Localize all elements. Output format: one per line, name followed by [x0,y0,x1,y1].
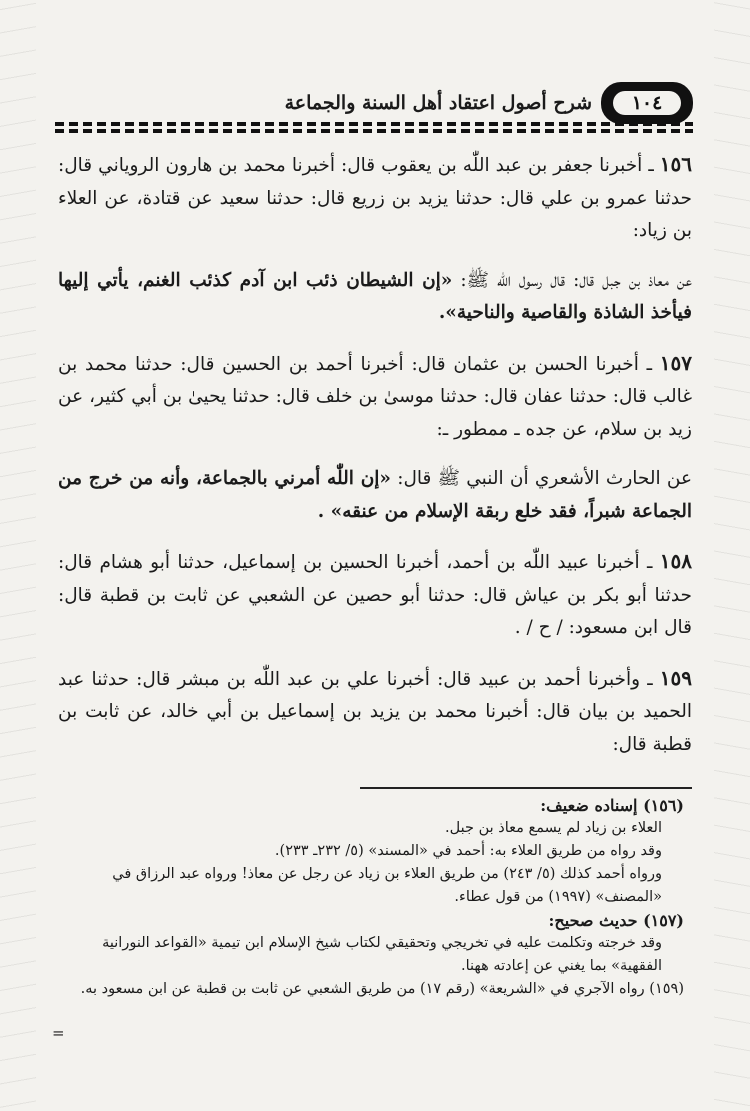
page-header [55,82,693,126]
isnad-text: ـ وأخبرنا أحمد بن عبيد قال: أخبرنا علي بن عبد اللّٰه بن مبشر قال: حدثنا عبد الحميد بن بيان قال: أخبرنا محمد بن يزيد بن إسماعيل بن أبي خالد، عن ثابت بن قطبة قال: [58,668,692,755]
page-number: ١٠٤ [613,91,681,115]
hadith-number: ١٥٩ [659,665,692,690]
matn-intro: عن الحارث الأشعري أن النبي ﷺ قال: [390,468,692,489]
footnote-line: ورواه أحمد كذلك (٥/ ٢٤٣) من طريق العلاء بن زياد عن رجل عن معاذ! ورواه عبد الرزاق في «المصنف» (١٩٩٧) من قول عطاء. [112,866,662,905]
isnad-text: ـ أخبرنا عبيد اللّٰه بن أحمد، أخبرنا الحسين بن إسماعيل، حدثنا أبو هشام قال: حدثنا أبو بكر بن عياش قال: حدثنا أبو حصين عن الشعبي عن ثابت بن قطبة قال: قال ابن مسعود: / ح / . [58,552,692,638]
hadith-number: ١٥٨ [659,549,692,573]
footnote-line: وقد رواه من طريق العلاء به: أحمد في «المسند» (٥/ ٢٣٢ـ ٢٣٣). [274,843,662,859]
isnad-text: ـ أخبرنا جعفر بن عبد اللّٰه بن يعقوب قال: أخبرنا محمد بن هارون الروياني قال: حدثنا عمرو بن علي قال: حدثنا يزيد بن زريع قال: حدثنا سعيد عن قتادة، عن العلاء بن زياد: [58,155,692,241]
main-text [58,148,692,778]
footnote-separator [360,787,692,789]
hadith-157-isnad [58,347,692,447]
hadith-158-isnad [58,545,692,645]
footnote-line: العلاء بن زياد لم يسمع معاذ بن جبل. [445,820,662,836]
matn-text: «إن اللّٰه أمرني بالجماعة، وأنه من خرج من الجماعة شبراً، فقد خلع ربقة الإسلام من عنقه» . [58,468,692,522]
running-title: شرح أصول اعتقاد أهل السنة والجماعة [284,92,592,114]
header-rule-top [55,122,693,126]
hadith-159-isnad [58,662,692,762]
hadith-156-isnad [58,148,692,248]
header-rule-bottom [55,129,693,133]
footnote-heading: (١٥٧) حديث صحيح: [548,911,684,930]
footnote-line: وقد خرجته وتكلمت عليه في تخريجي وتحقيقي لكتاب شيخ الإسلام ابن تيمية «القواعد النورانية الفقهية» بما يغني عن إعادته ههنا. [102,935,662,974]
footnote-heading: (١٥٦) إسناده ضعيف: [540,796,684,815]
hadith-157-matn [58,463,692,528]
isnad-text: ـ أخبرنا الحسن بن عثمان قال: أخبرنا أحمد بن الحسين قال: حدثنا محمد بن غالب قال: حدثنا عفان قال: حدثنا موسىٰ بن خلف قال: حدثنا يحيىٰ بن أبي كثير، عن زيد بن سلام، عن جده ـ ممطور ـ: [58,353,692,440]
footnotes [58,794,684,1001]
hadith-number: ١٥٦ [659,152,692,176]
matn-intro: عن معاذ بن جبل قال: قال رسول اللّٰه ﷺ: [452,269,692,291]
hadith-number: ١٥٧ [659,350,692,375]
page-number-badge [601,82,693,124]
right-page-edge [714,0,750,1111]
matn-text: «إن الشيطان ذئب ابن آدم كذئب الغنم، يأتي إليها فيأخذ الشاذة والقاصية والناحية». [58,269,692,323]
hadith-156-matn [58,265,692,330]
footnote-159: (١٥٩) رواه الآجري في «الشريعة» (رقم ١٧) من طريق الشعبي عن ثابت بن قطبة عن ابن مسعود به. [80,981,684,997]
continuation-mark: = [52,1024,65,1042]
left-page-edge [0,0,36,1111]
